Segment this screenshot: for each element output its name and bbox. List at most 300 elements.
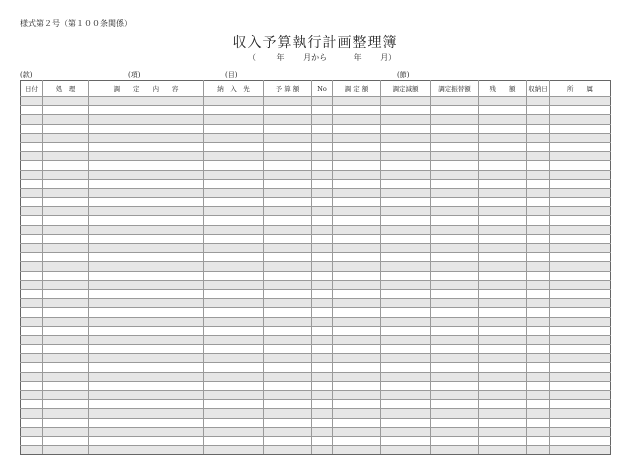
ledger-cell[interactable] bbox=[43, 188, 89, 197]
ledger-cell[interactable] bbox=[312, 354, 333, 363]
ledger-cell[interactable] bbox=[431, 97, 479, 106]
ledger-cell[interactable] bbox=[333, 271, 381, 280]
ledger-cell[interactable] bbox=[89, 317, 204, 326]
ledger-cell[interactable] bbox=[312, 409, 333, 418]
ledger-cell[interactable] bbox=[43, 280, 89, 289]
ledger-cell[interactable] bbox=[204, 179, 264, 188]
ledger-cell[interactable] bbox=[89, 244, 204, 253]
ledger-cell[interactable] bbox=[431, 198, 479, 207]
ledger-cell[interactable] bbox=[204, 326, 264, 335]
ledger-cell[interactable] bbox=[264, 152, 312, 161]
ledger-cell[interactable] bbox=[204, 207, 264, 216]
ledger-cell[interactable] bbox=[21, 271, 43, 280]
ledger-cell[interactable] bbox=[381, 299, 431, 308]
ledger-cell[interactable] bbox=[312, 234, 333, 243]
ledger-cell[interactable] bbox=[43, 308, 89, 317]
ledger-cell[interactable] bbox=[550, 372, 611, 381]
ledger-cell[interactable] bbox=[21, 161, 43, 170]
ledger-cell[interactable] bbox=[381, 427, 431, 436]
ledger-cell[interactable] bbox=[479, 115, 527, 124]
ledger-cell[interactable] bbox=[550, 345, 611, 354]
ledger-cell[interactable] bbox=[431, 152, 479, 161]
ledger-cell[interactable] bbox=[527, 198, 550, 207]
ledger-cell[interactable] bbox=[527, 354, 550, 363]
ledger-cell[interactable] bbox=[550, 106, 611, 115]
ledger-cell[interactable] bbox=[89, 326, 204, 335]
ledger-cell[interactable] bbox=[312, 97, 333, 106]
ledger-cell[interactable] bbox=[204, 234, 264, 243]
ledger-cell[interactable] bbox=[21, 363, 43, 372]
ledger-cell[interactable] bbox=[527, 299, 550, 308]
ledger-cell[interactable] bbox=[431, 179, 479, 188]
ledger-cell[interactable] bbox=[43, 289, 89, 298]
ledger-cell[interactable] bbox=[89, 170, 204, 179]
ledger-cell[interactable] bbox=[264, 234, 312, 243]
ledger-cell[interactable] bbox=[204, 335, 264, 344]
ledger-cell[interactable] bbox=[89, 271, 204, 280]
ledger-cell[interactable] bbox=[21, 170, 43, 179]
ledger-cell[interactable] bbox=[204, 188, 264, 197]
ledger-cell[interactable] bbox=[381, 262, 431, 271]
ledger-cell[interactable] bbox=[89, 391, 204, 400]
ledger-cell[interactable] bbox=[431, 418, 479, 427]
ledger-cell[interactable] bbox=[431, 216, 479, 225]
ledger-cell[interactable] bbox=[43, 225, 89, 234]
ledger-cell[interactable] bbox=[264, 97, 312, 106]
ledger-cell[interactable] bbox=[381, 381, 431, 390]
ledger-cell[interactable] bbox=[204, 381, 264, 390]
ledger-cell[interactable] bbox=[312, 372, 333, 381]
ledger-cell[interactable] bbox=[21, 400, 43, 409]
ledger-cell[interactable] bbox=[550, 446, 611, 455]
ledger-cell[interactable] bbox=[21, 372, 43, 381]
ledger-cell[interactable] bbox=[431, 142, 479, 151]
ledger-cell[interactable] bbox=[89, 198, 204, 207]
ledger-cell[interactable] bbox=[43, 335, 89, 344]
ledger-cell[interactable] bbox=[381, 179, 431, 188]
ledger-cell[interactable] bbox=[264, 299, 312, 308]
ledger-cell[interactable] bbox=[333, 326, 381, 335]
ledger-cell[interactable] bbox=[550, 289, 611, 298]
ledger-cell[interactable] bbox=[312, 207, 333, 216]
ledger-cell[interactable] bbox=[333, 170, 381, 179]
ledger-cell[interactable] bbox=[333, 308, 381, 317]
ledger-cell[interactable] bbox=[43, 207, 89, 216]
ledger-cell[interactable] bbox=[333, 446, 381, 455]
ledger-cell[interactable] bbox=[431, 271, 479, 280]
ledger-cell[interactable] bbox=[527, 216, 550, 225]
ledger-cell[interactable] bbox=[312, 133, 333, 142]
ledger-cell[interactable] bbox=[431, 234, 479, 243]
ledger-cell[interactable] bbox=[479, 271, 527, 280]
ledger-cell[interactable] bbox=[89, 363, 204, 372]
ledger-cell[interactable] bbox=[89, 409, 204, 418]
ledger-cell[interactable] bbox=[43, 363, 89, 372]
ledger-cell[interactable] bbox=[89, 106, 204, 115]
ledger-cell[interactable] bbox=[381, 216, 431, 225]
ledger-cell[interactable] bbox=[527, 308, 550, 317]
ledger-cell[interactable] bbox=[527, 372, 550, 381]
ledger-cell[interactable] bbox=[43, 170, 89, 179]
ledger-cell[interactable] bbox=[333, 152, 381, 161]
ledger-cell[interactable] bbox=[431, 436, 479, 445]
ledger-cell[interactable] bbox=[550, 381, 611, 390]
ledger-cell[interactable] bbox=[21, 198, 43, 207]
ledger-cell[interactable] bbox=[204, 142, 264, 151]
ledger-cell[interactable] bbox=[381, 225, 431, 234]
ledger-cell[interactable] bbox=[431, 363, 479, 372]
ledger-cell[interactable] bbox=[264, 418, 312, 427]
ledger-cell[interactable] bbox=[333, 234, 381, 243]
ledger-cell[interactable] bbox=[479, 198, 527, 207]
ledger-cell[interactable] bbox=[204, 299, 264, 308]
ledger-cell[interactable] bbox=[264, 308, 312, 317]
ledger-cell[interactable] bbox=[264, 161, 312, 170]
ledger-cell[interactable] bbox=[479, 446, 527, 455]
ledger-cell[interactable] bbox=[479, 253, 527, 262]
ledger-cell[interactable] bbox=[204, 216, 264, 225]
ledger-cell[interactable] bbox=[21, 262, 43, 271]
ledger-cell[interactable] bbox=[381, 391, 431, 400]
ledger-cell[interactable] bbox=[264, 142, 312, 151]
ledger-cell[interactable] bbox=[550, 115, 611, 124]
ledger-cell[interactable] bbox=[43, 253, 89, 262]
ledger-cell[interactable] bbox=[21, 133, 43, 142]
ledger-cell[interactable] bbox=[264, 207, 312, 216]
ledger-cell[interactable] bbox=[264, 115, 312, 124]
ledger-cell[interactable] bbox=[312, 446, 333, 455]
ledger-cell[interactable] bbox=[479, 289, 527, 298]
ledger-cell[interactable] bbox=[527, 391, 550, 400]
ledger-cell[interactable] bbox=[550, 326, 611, 335]
ledger-cell[interactable] bbox=[89, 188, 204, 197]
ledger-cell[interactable] bbox=[89, 216, 204, 225]
ledger-cell[interactable] bbox=[333, 142, 381, 151]
ledger-cell[interactable] bbox=[89, 97, 204, 106]
ledger-cell[interactable] bbox=[89, 427, 204, 436]
ledger-cell[interactable] bbox=[527, 317, 550, 326]
ledger-cell[interactable] bbox=[479, 262, 527, 271]
ledger-cell[interactable] bbox=[264, 106, 312, 115]
ledger-cell[interactable] bbox=[479, 391, 527, 400]
ledger-cell[interactable] bbox=[550, 400, 611, 409]
ledger-cell[interactable] bbox=[312, 299, 333, 308]
ledger-cell[interactable] bbox=[204, 253, 264, 262]
ledger-cell[interactable] bbox=[333, 436, 381, 445]
ledger-cell[interactable] bbox=[381, 345, 431, 354]
ledger-cell[interactable] bbox=[21, 427, 43, 436]
ledger-cell[interactable] bbox=[431, 317, 479, 326]
ledger-cell[interactable] bbox=[204, 161, 264, 170]
ledger-cell[interactable] bbox=[89, 308, 204, 317]
ledger-cell[interactable] bbox=[333, 106, 381, 115]
ledger-cell[interactable] bbox=[527, 262, 550, 271]
ledger-cell[interactable] bbox=[550, 124, 611, 133]
ledger-cell[interactable] bbox=[333, 427, 381, 436]
ledger-cell[interactable] bbox=[204, 225, 264, 234]
ledger-cell[interactable] bbox=[479, 161, 527, 170]
ledger-cell[interactable] bbox=[21, 216, 43, 225]
ledger-cell[interactable] bbox=[381, 418, 431, 427]
ledger-cell[interactable] bbox=[527, 427, 550, 436]
ledger-cell[interactable] bbox=[550, 234, 611, 243]
ledger-cell[interactable] bbox=[479, 97, 527, 106]
ledger-cell[interactable] bbox=[333, 216, 381, 225]
ledger-cell[interactable] bbox=[550, 418, 611, 427]
ledger-cell[interactable] bbox=[21, 326, 43, 335]
ledger-cell[interactable] bbox=[204, 271, 264, 280]
ledger-cell[interactable] bbox=[527, 436, 550, 445]
ledger-cell[interactable] bbox=[479, 207, 527, 216]
ledger-cell[interactable] bbox=[479, 234, 527, 243]
ledger-cell[interactable] bbox=[550, 391, 611, 400]
ledger-cell[interactable] bbox=[550, 271, 611, 280]
ledger-cell[interactable] bbox=[21, 253, 43, 262]
ledger-cell[interactable] bbox=[312, 188, 333, 197]
ledger-cell[interactable] bbox=[550, 152, 611, 161]
ledger-cell[interactable] bbox=[43, 198, 89, 207]
ledger-cell[interactable] bbox=[381, 280, 431, 289]
ledger-cell[interactable] bbox=[312, 142, 333, 151]
ledger-cell[interactable] bbox=[89, 354, 204, 363]
ledger-cell[interactable] bbox=[204, 363, 264, 372]
ledger-cell[interactable] bbox=[431, 106, 479, 115]
ledger-cell[interactable] bbox=[333, 289, 381, 298]
ledger-cell[interactable] bbox=[381, 161, 431, 170]
ledger-cell[interactable] bbox=[431, 400, 479, 409]
ledger-cell[interactable] bbox=[204, 198, 264, 207]
ledger-cell[interactable] bbox=[312, 216, 333, 225]
ledger-cell[interactable] bbox=[333, 115, 381, 124]
ledger-cell[interactable] bbox=[431, 244, 479, 253]
ledger-cell[interactable] bbox=[312, 317, 333, 326]
ledger-cell[interactable] bbox=[333, 280, 381, 289]
ledger-cell[interactable] bbox=[333, 400, 381, 409]
ledger-cell[interactable] bbox=[479, 345, 527, 354]
ledger-cell[interactable] bbox=[479, 225, 527, 234]
ledger-cell[interactable] bbox=[381, 308, 431, 317]
ledger-cell[interactable] bbox=[381, 115, 431, 124]
ledger-cell[interactable] bbox=[527, 409, 550, 418]
ledger-cell[interactable] bbox=[21, 179, 43, 188]
ledger-cell[interactable] bbox=[312, 106, 333, 115]
ledger-cell[interactable] bbox=[21, 335, 43, 344]
ledger-cell[interactable] bbox=[264, 446, 312, 455]
ledger-cell[interactable] bbox=[89, 446, 204, 455]
ledger-cell[interactable] bbox=[43, 345, 89, 354]
ledger-cell[interactable] bbox=[43, 133, 89, 142]
ledger-cell[interactable] bbox=[21, 124, 43, 133]
ledger-cell[interactable] bbox=[527, 124, 550, 133]
ledger-cell[interactable] bbox=[527, 418, 550, 427]
ledger-cell[interactable] bbox=[43, 124, 89, 133]
ledger-cell[interactable] bbox=[264, 326, 312, 335]
ledger-cell[interactable] bbox=[431, 427, 479, 436]
ledger-cell[interactable] bbox=[43, 400, 89, 409]
ledger-cell[interactable] bbox=[527, 225, 550, 234]
ledger-cell[interactable] bbox=[264, 124, 312, 133]
ledger-cell[interactable] bbox=[431, 308, 479, 317]
ledger-cell[interactable] bbox=[333, 363, 381, 372]
ledger-cell[interactable] bbox=[333, 179, 381, 188]
ledger-cell[interactable] bbox=[21, 152, 43, 161]
ledger-cell[interactable] bbox=[204, 244, 264, 253]
ledger-cell[interactable] bbox=[264, 289, 312, 298]
ledger-cell[interactable] bbox=[479, 308, 527, 317]
ledger-cell[interactable] bbox=[527, 207, 550, 216]
ledger-cell[interactable] bbox=[381, 354, 431, 363]
ledger-cell[interactable] bbox=[204, 372, 264, 381]
ledger-cell[interactable] bbox=[312, 308, 333, 317]
ledger-cell[interactable] bbox=[264, 170, 312, 179]
ledger-cell[interactable] bbox=[43, 427, 89, 436]
ledger-cell[interactable] bbox=[527, 179, 550, 188]
ledger-cell[interactable] bbox=[204, 418, 264, 427]
ledger-cell[interactable] bbox=[204, 133, 264, 142]
ledger-cell[interactable] bbox=[89, 179, 204, 188]
ledger-cell[interactable] bbox=[43, 436, 89, 445]
ledger-cell[interactable] bbox=[333, 262, 381, 271]
ledger-cell[interactable] bbox=[527, 271, 550, 280]
ledger-cell[interactable] bbox=[333, 253, 381, 262]
ledger-cell[interactable] bbox=[312, 335, 333, 344]
ledger-cell[interactable] bbox=[312, 345, 333, 354]
ledger-cell[interactable] bbox=[89, 152, 204, 161]
ledger-cell[interactable] bbox=[431, 381, 479, 390]
ledger-cell[interactable] bbox=[431, 207, 479, 216]
ledger-cell[interactable] bbox=[21, 299, 43, 308]
ledger-cell[interactable] bbox=[21, 345, 43, 354]
ledger-cell[interactable] bbox=[550, 97, 611, 106]
ledger-cell[interactable] bbox=[43, 161, 89, 170]
ledger-cell[interactable] bbox=[479, 317, 527, 326]
ledger-cell[interactable] bbox=[264, 381, 312, 390]
ledger-cell[interactable] bbox=[312, 436, 333, 445]
ledger-cell[interactable] bbox=[21, 106, 43, 115]
ledger-cell[interactable] bbox=[312, 124, 333, 133]
ledger-cell[interactable] bbox=[333, 188, 381, 197]
ledger-cell[interactable] bbox=[312, 391, 333, 400]
ledger-cell[interactable] bbox=[479, 326, 527, 335]
ledger-cell[interactable] bbox=[204, 436, 264, 445]
ledger-cell[interactable] bbox=[21, 446, 43, 455]
ledger-cell[interactable] bbox=[43, 97, 89, 106]
ledger-cell[interactable] bbox=[89, 161, 204, 170]
ledger-cell[interactable] bbox=[204, 308, 264, 317]
ledger-cell[interactable] bbox=[43, 271, 89, 280]
ledger-cell[interactable] bbox=[264, 354, 312, 363]
ledger-cell[interactable] bbox=[550, 133, 611, 142]
ledger-cell[interactable] bbox=[204, 427, 264, 436]
ledger-cell[interactable] bbox=[431, 262, 479, 271]
ledger-cell[interactable] bbox=[479, 299, 527, 308]
ledger-cell[interactable] bbox=[381, 188, 431, 197]
ledger-cell[interactable] bbox=[527, 115, 550, 124]
ledger-cell[interactable] bbox=[21, 418, 43, 427]
ledger-cell[interactable] bbox=[550, 308, 611, 317]
ledger-cell[interactable] bbox=[312, 381, 333, 390]
ledger-cell[interactable] bbox=[431, 409, 479, 418]
ledger-cell[interactable] bbox=[479, 409, 527, 418]
ledger-cell[interactable] bbox=[431, 335, 479, 344]
ledger-cell[interactable] bbox=[204, 409, 264, 418]
ledger-cell[interactable] bbox=[479, 381, 527, 390]
ledger-cell[interactable] bbox=[312, 326, 333, 335]
ledger-cell[interactable] bbox=[89, 289, 204, 298]
ledger-cell[interactable] bbox=[527, 280, 550, 289]
ledger-cell[interactable] bbox=[43, 216, 89, 225]
ledger-cell[interactable] bbox=[89, 124, 204, 133]
ledger-cell[interactable] bbox=[21, 280, 43, 289]
ledger-cell[interactable] bbox=[381, 289, 431, 298]
ledger-cell[interactable] bbox=[312, 225, 333, 234]
ledger-cell[interactable] bbox=[381, 446, 431, 455]
ledger-cell[interactable] bbox=[381, 234, 431, 243]
ledger-cell[interactable] bbox=[479, 400, 527, 409]
ledger-cell[interactable] bbox=[479, 170, 527, 179]
ledger-cell[interactable] bbox=[479, 354, 527, 363]
ledger-cell[interactable] bbox=[204, 170, 264, 179]
ledger-cell[interactable] bbox=[381, 335, 431, 344]
ledger-cell[interactable] bbox=[21, 207, 43, 216]
ledger-cell[interactable] bbox=[333, 198, 381, 207]
ledger-cell[interactable] bbox=[43, 418, 89, 427]
ledger-cell[interactable] bbox=[89, 299, 204, 308]
ledger-cell[interactable] bbox=[312, 418, 333, 427]
ledger-cell[interactable] bbox=[264, 262, 312, 271]
ledger-cell[interactable] bbox=[312, 179, 333, 188]
ledger-cell[interactable] bbox=[264, 198, 312, 207]
ledger-cell[interactable] bbox=[204, 115, 264, 124]
ledger-cell[interactable] bbox=[21, 188, 43, 197]
ledger-cell[interactable] bbox=[381, 253, 431, 262]
ledger-cell[interactable] bbox=[21, 381, 43, 390]
ledger-cell[interactable] bbox=[89, 381, 204, 390]
ledger-cell[interactable] bbox=[479, 179, 527, 188]
ledger-cell[interactable] bbox=[312, 400, 333, 409]
ledger-cell[interactable] bbox=[479, 188, 527, 197]
ledger-cell[interactable] bbox=[381, 363, 431, 372]
ledger-cell[interactable] bbox=[204, 106, 264, 115]
ledger-cell[interactable] bbox=[312, 115, 333, 124]
ledger-cell[interactable] bbox=[204, 152, 264, 161]
ledger-cell[interactable] bbox=[264, 400, 312, 409]
ledger-cell[interactable] bbox=[431, 372, 479, 381]
ledger-cell[interactable] bbox=[43, 446, 89, 455]
ledger-cell[interactable] bbox=[527, 289, 550, 298]
ledger-cell[interactable] bbox=[204, 317, 264, 326]
ledger-cell[interactable] bbox=[89, 345, 204, 354]
ledger-cell[interactable] bbox=[264, 427, 312, 436]
ledger-cell[interactable] bbox=[43, 326, 89, 335]
ledger-cell[interactable] bbox=[43, 299, 89, 308]
ledger-cell[interactable] bbox=[21, 436, 43, 445]
ledger-cell[interactable] bbox=[381, 372, 431, 381]
ledger-cell[interactable] bbox=[431, 170, 479, 179]
ledger-cell[interactable] bbox=[527, 335, 550, 344]
ledger-cell[interactable] bbox=[550, 436, 611, 445]
ledger-cell[interactable] bbox=[204, 262, 264, 271]
ledger-cell[interactable] bbox=[43, 354, 89, 363]
ledger-cell[interactable] bbox=[43, 106, 89, 115]
ledger-cell[interactable] bbox=[333, 225, 381, 234]
ledger-cell[interactable] bbox=[89, 372, 204, 381]
ledger-cell[interactable] bbox=[333, 381, 381, 390]
ledger-cell[interactable] bbox=[527, 400, 550, 409]
ledger-cell[interactable] bbox=[312, 262, 333, 271]
ledger-cell[interactable] bbox=[264, 188, 312, 197]
ledger-cell[interactable] bbox=[312, 363, 333, 372]
